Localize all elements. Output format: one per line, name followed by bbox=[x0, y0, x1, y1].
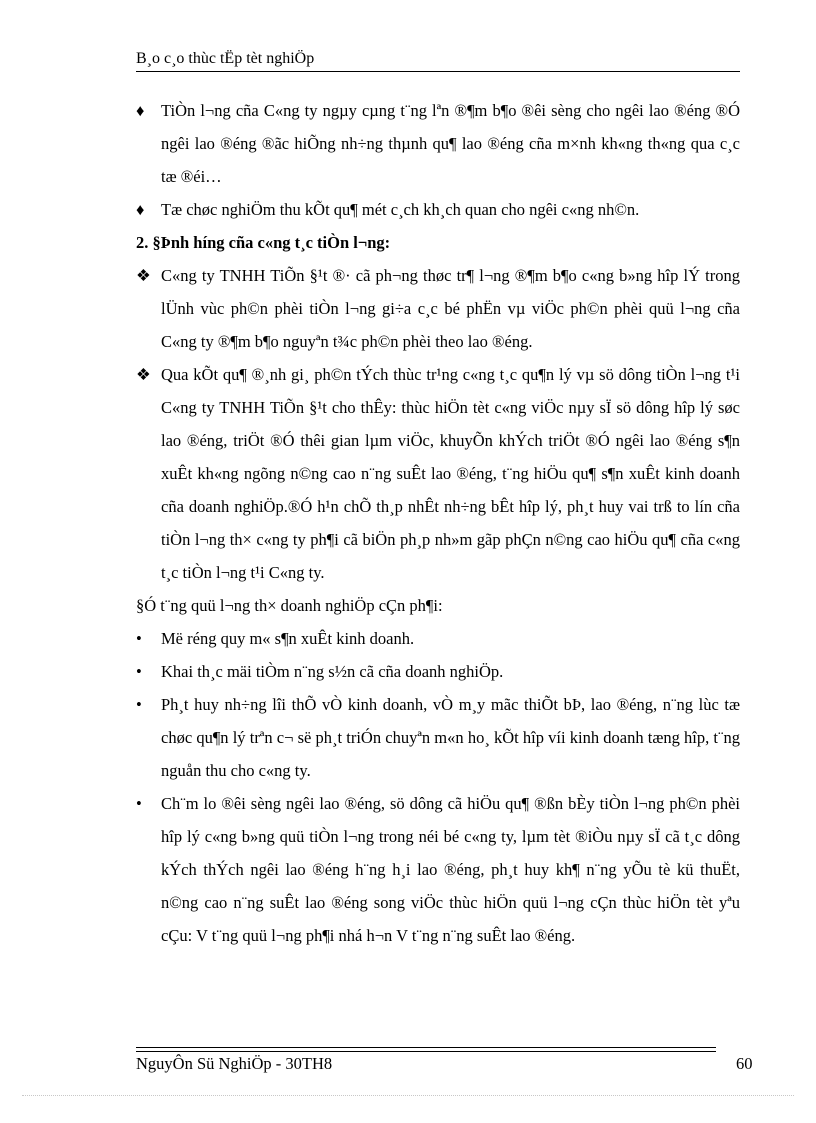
footer-rule bbox=[136, 1051, 716, 1052]
list-item-text: Ch¨m lo ®êi sèng ngêi lao ®éng, sö dông cã hiÖu qu¶ ®ßn bÈy tiÒn l¬ng ph©n phèi hîp lý c«ng b»ng quü tiÒn l¬ng trong néi bé c«ng ty, lµm tèt ®iÒu nµy sÏ cã t¸c dông kÝch thÝch ngêi lao ®éng h¨ng h¸i lao ®éng, ph¸t huy kh¶ n¨ng yÕu tè kü thuËt, n©ng cao n¨ng suÊt lao ®éng song viÖc thùc hiÖn quü l¬ng cÇn thùc hiÖn tèt yªu cÇu: V t¨ng quü l¬ng ph¶i nhá h¬n V t¨ng n¨ng suÊt lao ®éng. bbox=[161, 794, 740, 945]
diamond-bullet-icon: ♦ bbox=[136, 101, 145, 120]
page-number: 60 bbox=[736, 1054, 753, 1073]
round-bullet-icon: • bbox=[136, 794, 142, 813]
list-item-text: TiÒn l¬ng cña C«ng ty ngµy cµng t¨ng lªn ®¶m b¶o ®êi sèng cho ngêi lao ®éng ®Ó ngêi lao ®éng ®ãc hiÕng nh÷ng thµnh qu¶ lao ®éng cña m×nh kh«ng th«ng qua c¸c tæ ®éi… bbox=[161, 101, 740, 186]
page-edge-dotted-line bbox=[22, 1095, 794, 1096]
round-bullet-icon: • bbox=[136, 662, 142, 681]
list-item bbox=[136, 94, 740, 193]
list-item-text: Khai th¸c mäi tiÒm n¨ng s½n cã cña doanh nghiÖp. bbox=[161, 662, 504, 681]
four-diamond-bullet-icon: ❖ bbox=[136, 365, 151, 384]
list-item-text: C«ng ty TNHH TiÕn §¹t ®· cã ph¬ng thøc tr¶ l¬ng ®¶m b¶o c«ng b»ng hîp lÝ trong lÜnh vùc ph©n phèi tiÒn l¬ng gi÷a c¸c bé phËn vµ viÖc ph©n phèi quü l¬ng cña C«ng ty ®¶m b¶o nguyªn t¾c ph©n phèi theo lao ®éng. bbox=[161, 266, 740, 351]
header-rule bbox=[136, 71, 740, 72]
list-item-text: Ph¸t huy nh÷ng lîi thÕ vÒ kinh doanh, vÒ m¸y mãc thiÕt bÞ, lao ®éng, n¨ng lùc tæ chøc qu¶n lý trªn c¬ së ph¸t triÓn chuyªn m«n ho¸ kÕt hîp víi kinh doanh tæng hîp, t¨ng nguån thu cho c«ng ty. bbox=[161, 695, 740, 780]
list-item-text: Qua kÕt qu¶ ®¸nh gi¸ ph©n tÝch thùc tr¹ng c«ng t¸c qu¶n lý vµ sö dông tiÒn l¬ng t¹i C«ng ty TNHH TiÕn §¹t cho thÊy: thùc hiÖn tèt c«ng viÖc nµy sÏ sö dông hîp lý søc lao ®éng, triÖt ®Ó thêi gian lµm viÖc, khuyÕn khÝch triÖt ®Ó ngêi lao ®éng s¶n xuÊt kh«ng ngõng n©ng cao n¨ng suÊt lao ®éng, t¨ng hiÖu qu¶ s¶n xuÊt kinh doanh cña doanh nghiÖp.®Ó h¹n chÕ th¸p nhÊt nh÷ng bÊt hîp lý, ph¸t huy vai trß to lín cña tiÒn l¬ng th× c«ng ty ph¶i cã biÖn ph¸p nh»m gãp phÇn n©ng cao hiÖu qu¶ cña c«ng t¸c tiÒn l¬ng t¹i C«ng ty. bbox=[161, 365, 740, 582]
section-heading: 2. §Þnh híng cña c«ng t¸c tiÒn l¬ng: bbox=[136, 233, 391, 252]
list-item-text: Tæ chøc nghiÖm thu kÕt qu¶ mét c¸ch kh¸ch quan cho ngêi c«ng nh©n. bbox=[161, 200, 640, 219]
list-item bbox=[136, 655, 740, 688]
list-item bbox=[136, 787, 740, 952]
list-item bbox=[136, 358, 740, 589]
round-bullet-icon: • bbox=[136, 695, 142, 714]
page-header-title: B¸o c¸o thùc tËp tèt nghiÖp bbox=[136, 50, 315, 67]
document-body bbox=[136, 94, 740, 952]
list-item-text: Më réng quy m« s¶n xuÊt kinh doanh. bbox=[161, 629, 415, 648]
paragraph: §Ó t¨ng quü l¬ng th× doanh nghiÖp cÇn ph¶i: bbox=[136, 596, 443, 615]
list-item bbox=[136, 193, 740, 226]
footer-rule bbox=[136, 1047, 716, 1048]
four-diamond-bullet-icon: ❖ bbox=[136, 266, 151, 285]
diamond-bullet-icon: ♦ bbox=[136, 200, 145, 219]
list-item bbox=[136, 688, 740, 787]
list-item bbox=[136, 259, 740, 358]
round-bullet-icon: • bbox=[136, 629, 142, 648]
list-item bbox=[136, 622, 740, 655]
footer-author: NguyÔn Sü NghiÖp - 30TH8 bbox=[136, 1054, 333, 1073]
